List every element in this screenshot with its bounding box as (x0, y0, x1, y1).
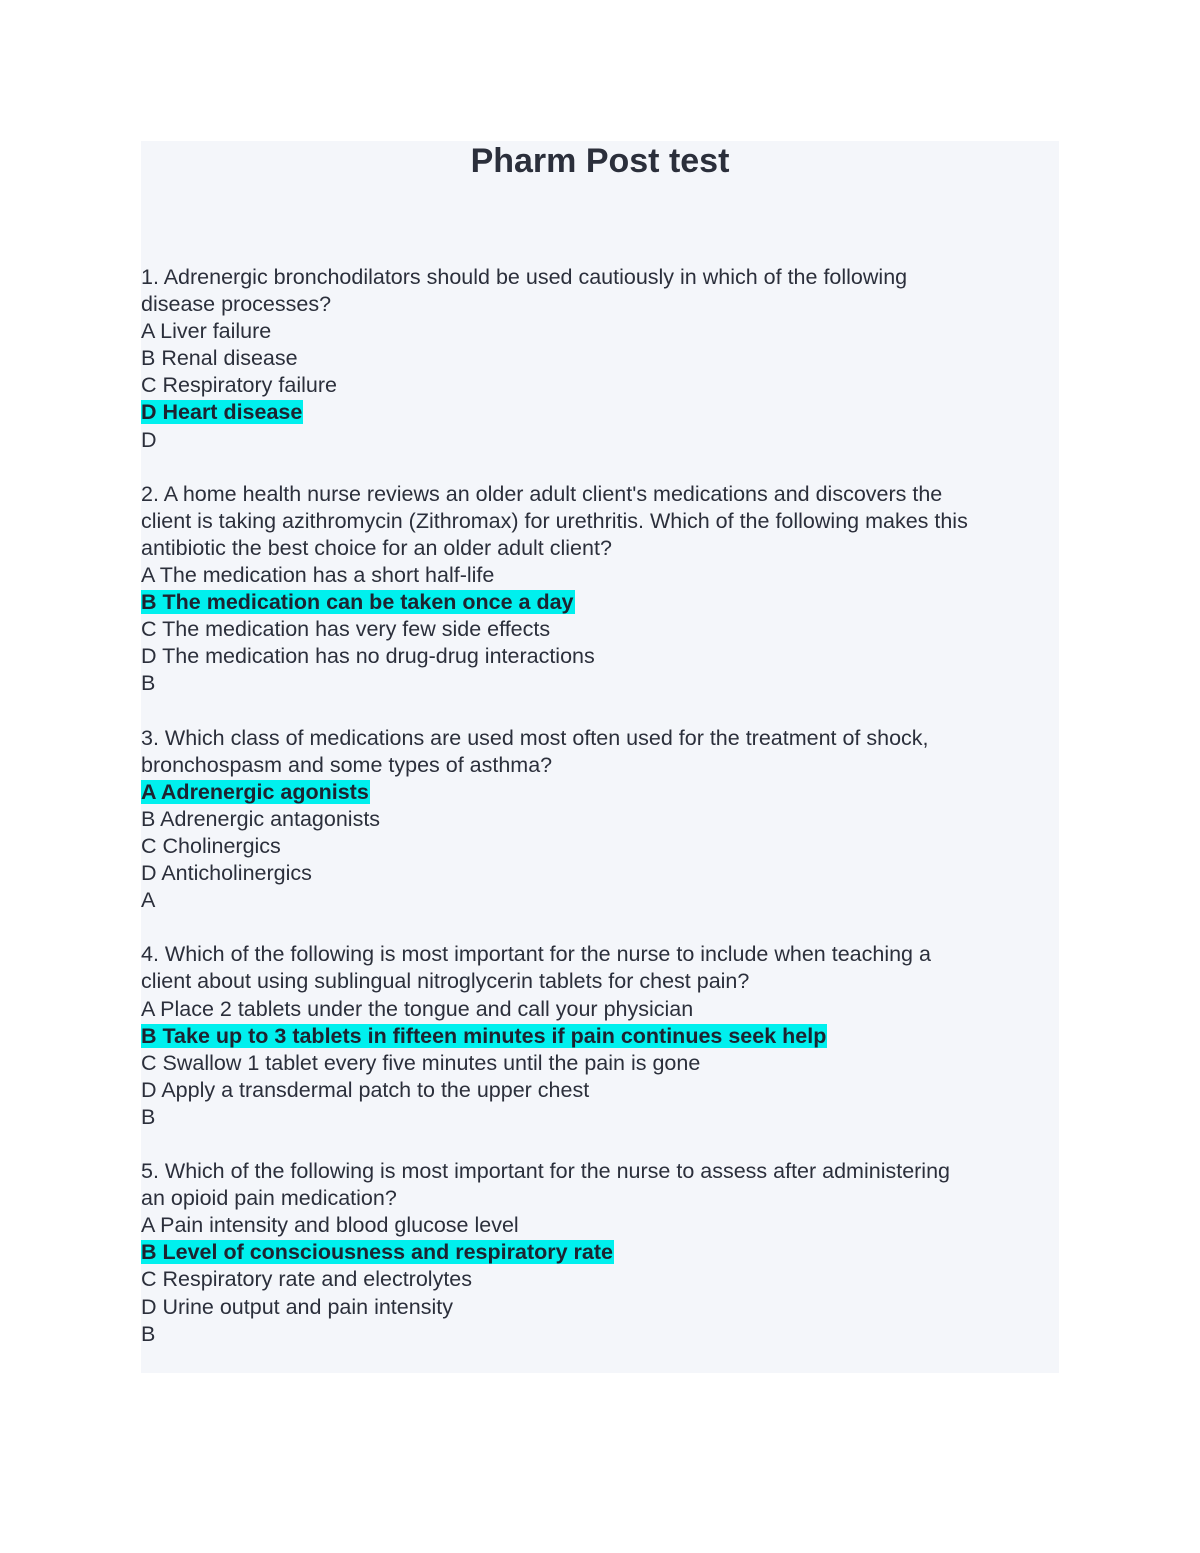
highlighted-answer: A Adrenergic agonists (141, 779, 369, 804)
option-d-correct (141, 399, 1053, 426)
question-text: 2. A home health nurse reviews an older adult client's medications and discovers the (141, 481, 943, 506)
question-text: 1. Adrenergic bronchodilators should be used cautiously in which of the following (141, 265, 908, 289)
question-text: an opioid pain medication? (141, 1186, 397, 1211)
question-4 (141, 941, 1053, 1131)
option-a: A Place 2 tablets under the tongue and call your physician (141, 996, 694, 1021)
highlighted-answer: B Take up to 3 tablets in fifteen minutes if pain continues seek help (141, 1023, 827, 1048)
question-text: antibiotic the best choice for an older adult client? (141, 535, 612, 560)
option-d: D Anticholinergics (141, 861, 312, 886)
highlighted-answer: D Heart disease (141, 400, 303, 425)
answer-key: A (141, 888, 156, 913)
option-c: C Respiratory failure (141, 373, 337, 398)
question-text: 5. Which of the following is most important for the nurse to assess after administering (141, 1159, 951, 1184)
option-b-correct (141, 589, 1053, 616)
option-c: C Respiratory rate and electrolytes (141, 1267, 473, 1292)
option-b: B Renal disease (141, 346, 298, 371)
question-2 (141, 481, 1053, 698)
option-a: A The medication has a short half-life (141, 563, 495, 588)
document-title: Pharm Post test (470, 142, 730, 180)
option-d: D Apply a transdermal patch to the upper chest (141, 1077, 590, 1102)
question-text: disease processes? (141, 292, 332, 317)
option-c: C The medication has very few side effects (141, 617, 551, 642)
option-b-correct (141, 1023, 1053, 1050)
question-list (141, 264, 1053, 1375)
answer-key: D (141, 427, 157, 452)
question-text: client is taking azithromycin (Zithromax) for urethritis. Which of the following makes this (141, 508, 968, 533)
option-a-correct (141, 779, 1053, 806)
option-c: C Swallow 1 tablet every five minutes until the pain is gone (141, 1050, 701, 1075)
highlighted-answer: B Level of consciousness and respiratory rate (141, 1240, 613, 1265)
question-text: 3. Which class of medications are used most often used for the treatment of shock, (141, 725, 929, 750)
question-text: bronchospasm and some types of asthma? (141, 752, 553, 777)
answer-key: B (141, 671, 156, 696)
option-c: C Cholinergics (141, 833, 281, 858)
option-d: D Urine output and pain intensity (141, 1294, 453, 1319)
option-d: D The medication has no drug-drug interactions (141, 644, 595, 669)
question-1 (141, 264, 1053, 454)
highlighted-answer: B The medication can be taken once a day (141, 590, 574, 615)
question-text: 4. Which of the following is most important for the nurse to include when teaching a (141, 942, 931, 967)
answer-key: B (141, 1104, 156, 1129)
question-3 (141, 725, 1053, 915)
question-text: client about using sublingual nitroglycerin tablets for chest pain? (141, 969, 750, 994)
option-b: B Adrenergic antagonists (141, 806, 381, 831)
question-5 (141, 1158, 1053, 1348)
option-a: A Pain intensity and blood glucose level (141, 1213, 519, 1238)
option-a: A Liver failure (141, 319, 272, 344)
answer-key: B (141, 1321, 156, 1346)
option-b-correct (141, 1239, 1053, 1266)
